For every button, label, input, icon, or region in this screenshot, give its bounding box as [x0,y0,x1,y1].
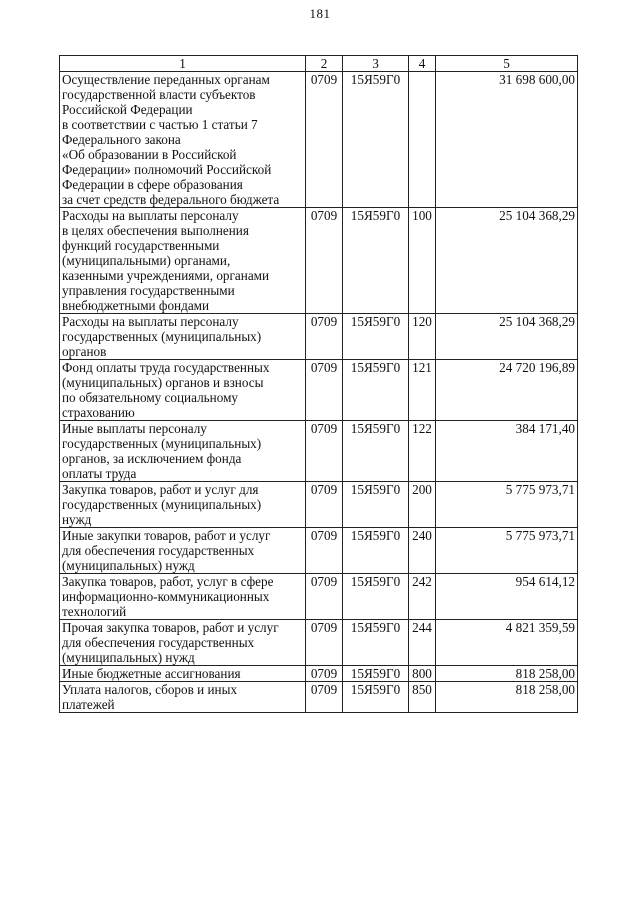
expense-name-line: казенными учреждениями, органами [62,268,270,283]
target-article-cell: 15Я59Г0 [343,208,409,314]
amount-cell: 5 775 973,71 [436,528,578,574]
expense-type-cell: 240 [409,528,436,574]
section-code-cell: 0709 [306,620,343,666]
target-article-cell: 15Я59Г0 [343,682,409,713]
expense-name-line: государственной власти субъектов [62,87,256,102]
target-article-cell: 15Я59Г0 [343,482,409,528]
expense-name-line: государственных (муниципальных) [62,436,262,451]
column-header-3: 3 [343,56,409,72]
expense-name-cell [60,574,306,620]
expense-type-cell: 800 [409,666,436,682]
expense-name-line: Закупка товаров, работ и услуг для [62,482,259,497]
section-code-cell: 0709 [306,360,343,421]
expense-name-line: Российской Федерации [62,102,193,117]
section-code-cell: 0709 [306,482,343,528]
column-header-1: 1 [60,56,306,72]
table-row [60,666,578,682]
table-row [60,208,578,314]
expense-type-cell: 120 [409,314,436,360]
expense-name-line: Фонд оплаты труда государственных [62,360,270,375]
expense-name-cell [60,421,306,482]
target-article-cell: 15Я59Г0 [343,421,409,482]
target-article-cell: 15Я59Г0 [343,666,409,682]
expense-name-line: Иные закупки товаров, работ и услуг [62,528,271,543]
amount-cell: 5 775 973,71 [436,482,578,528]
expense-type-cell [409,72,436,208]
expense-name-line: Расходы на выплаты персоналу [62,314,239,329]
amount-cell: 4 821 359,59 [436,620,578,666]
expense-name-cell [60,666,306,682]
expense-name-line: Закупка товаров, работ, услуг в сфере [62,574,274,589]
section-code-cell: 0709 [306,208,343,314]
section-code-cell: 0709 [306,666,343,682]
expense-name-line: (муниципальных) органов и взносы [62,375,264,390]
amount-cell: 384 171,40 [436,421,578,482]
expense-name-line: Федерального закона [62,132,181,147]
expense-name-line: в соответствии с частью 1 статьи 7 [62,117,258,132]
table-row [60,620,578,666]
expense-name-line: управления государственными [62,283,235,298]
budget-table [59,55,578,713]
section-code-cell: 0709 [306,72,343,208]
expense-name-line: государственных (муниципальных) [62,329,262,344]
expense-name-line: (муниципальными) органами, [62,253,231,268]
expense-name-line: органов [62,344,107,359]
expense-name-line: в целях обеспечения выполнения [62,223,249,238]
expense-type-cell: 242 [409,574,436,620]
amount-cell: 818 258,00 [436,666,578,682]
table-row [60,528,578,574]
table-row [60,482,578,528]
expense-name-line: нужд [62,512,92,527]
table-row [60,682,578,713]
expense-name-line: (муниципальных) нужд [62,558,195,573]
page-number: 181 [309,6,331,21]
expense-name-line: оплаты труда [62,466,137,481]
section-code-cell: 0709 [306,682,343,713]
expense-type-cell: 121 [409,360,436,421]
expense-type-cell: 244 [409,620,436,666]
expense-type-cell: 850 [409,682,436,713]
expense-name-line: «Об образовании в Российской [62,147,237,162]
expense-name-line: Федерации» полномочий Российской [62,162,272,177]
expense-name-line: информационно-коммуникационных [62,589,270,604]
table-row [60,360,578,421]
target-article-cell: 15Я59Г0 [343,620,409,666]
expense-name-cell [60,72,306,208]
table-row [60,574,578,620]
target-article-cell: 15Я59Г0 [343,574,409,620]
expense-type-cell: 122 [409,421,436,482]
target-article-cell: 15Я59Г0 [343,314,409,360]
expense-name-line: Осуществление переданных органам [62,72,270,87]
expense-name-cell [60,620,306,666]
column-header-4: 4 [409,56,436,72]
target-article-cell: 15Я59Г0 [343,528,409,574]
expense-name-line: по обязательному социальному [62,390,239,405]
expense-type-cell: 100 [409,208,436,314]
expense-name-line: для обеспечения государственных [62,543,255,558]
table-row [60,72,578,208]
amount-cell: 24 720 196,89 [436,360,578,421]
expense-name-line: внебюджетными фондами [62,298,210,313]
expense-name-line: Прочая закупка товаров, работ и услуг [62,620,279,635]
amount-cell: 818 258,00 [436,682,578,713]
expense-name-line: государственных (муниципальных) [62,497,262,512]
expense-name-cell [60,360,306,421]
amount-cell: 954 614,12 [436,574,578,620]
amount-cell: 31 698 600,00 [436,72,578,208]
amount-cell: 25 104 368,29 [436,208,578,314]
expense-name-line: функций государственными [62,238,220,253]
expense-name-line: технологий [62,604,127,619]
expense-name-cell [60,208,306,314]
section-code-cell: 0709 [306,574,343,620]
table-row [60,421,578,482]
expense-name-line: Иные выплаты персоналу [62,421,207,436]
section-code-cell: 0709 [306,421,343,482]
expense-name-line: Уплата налогов, сборов и иных [62,682,238,697]
expense-name-cell [60,528,306,574]
expense-name-line: за счет средств федерального бюджета [62,192,280,207]
target-article-cell: 15Я59Г0 [343,360,409,421]
expense-name-line: (муниципальных) нужд [62,650,195,665]
expense-name-line: Иные бюджетные ассигнования [62,666,241,681]
expense-name-cell [60,314,306,360]
section-code-cell: 0709 [306,528,343,574]
expense-name-cell [60,682,306,713]
column-header-5: 5 [436,56,578,72]
section-code-cell: 0709 [306,314,343,360]
table-header-row [60,56,578,72]
column-header-2: 2 [306,56,343,72]
expense-name-line: для обеспечения государственных [62,635,255,650]
target-article-cell: 15Я59Г0 [343,72,409,208]
expense-type-cell: 200 [409,482,436,528]
expense-name-line: Расходы на выплаты персоналу [62,208,239,223]
table-row [60,314,578,360]
expense-name-line: страхованию [62,405,135,420]
expense-name-line: Федерации в сфере образования [62,177,243,192]
expense-name-line: платежей [62,697,115,712]
table-body [60,72,578,713]
expense-name-cell [60,482,306,528]
expense-name-line: органов, за исключением фонда [62,451,242,466]
amount-cell: 25 104 368,29 [436,314,578,360]
